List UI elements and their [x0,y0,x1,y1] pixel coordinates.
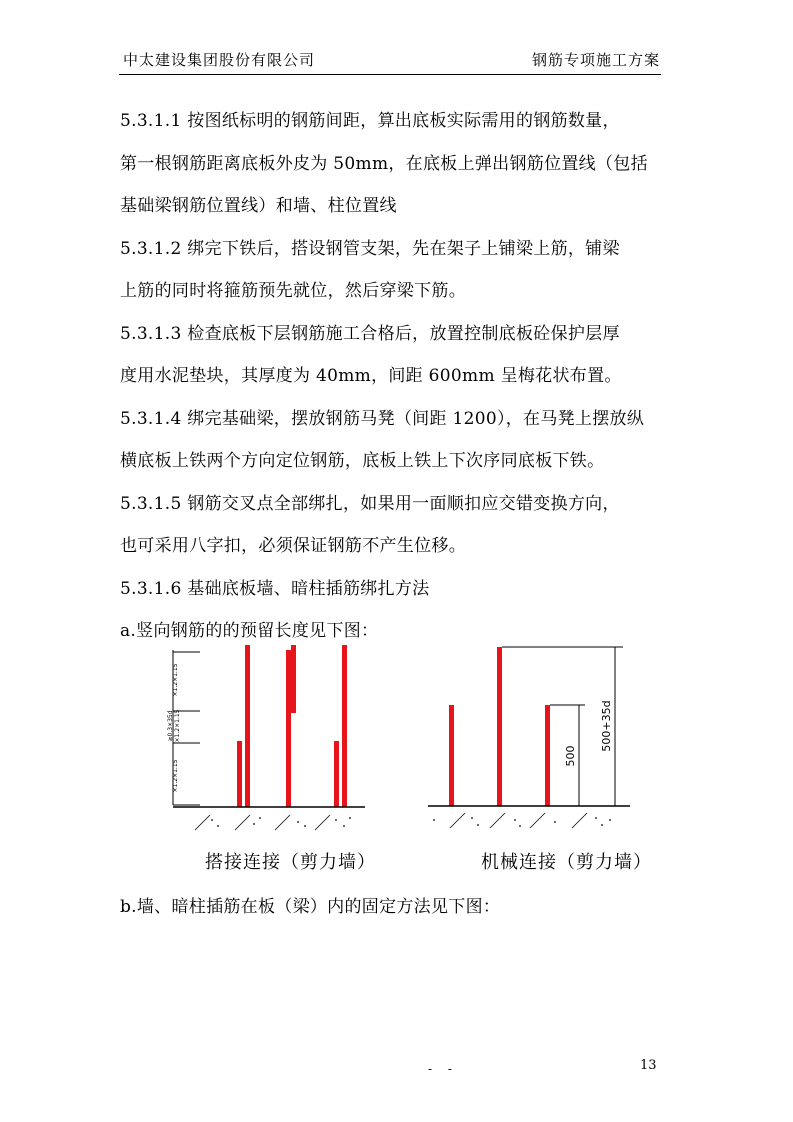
paragraph-line: 5.3.1.6 基础底板墙、暗柱插筋绑扎方法 [120,578,430,599]
soil-dots [211,817,351,827]
rebar-bar [545,705,550,806]
header-company: 中太建设集团股份有限公司 [123,51,316,69]
rebar-bar [342,645,347,807]
paragraph-line: 也可采用八字扣，必须保证钢筋不产生位移。 [120,536,466,556]
mechanical-connection-figure [428,647,630,828]
rebar-bar [286,650,291,807]
paragraph-line: 5.3.1.1 按图纸标明的钢筋间距，算出底板实际需用的钢筋数量， [120,111,620,131]
dim-label-bottom: ×1.2×1.15 [172,759,179,793]
paragraph-line: 5.3.1.2 绑完下铁后，搭设钢管支架，先在架子上铺梁上筋，铺梁 [120,238,620,259]
dim-label-top: ×1.2×1.15 [172,663,179,697]
body-text [120,100,680,653]
dim-label-500-35d: 500+35d [600,700,613,752]
caption-lap-splice: 搭接连接（剪力墙） [205,852,376,873]
rebar-figures [160,640,640,850]
footer-dots: - - [428,1062,458,1076]
caption-mechanical: 机械连接（剪力墙） [481,852,652,873]
paragraph-line: 度用水泥垫块，其厚度为 40mm，间距 600mm 呈梅花状布置。 [120,366,622,386]
paragraph-line: 上筋的同时将箍筋预先就位，然后穿梁下筋。 [120,281,466,301]
rebar-bar [497,647,502,806]
header-doc-title: 钢筋专项施工方案 [531,51,660,69]
paragraph-line: 5.3.1.5 钢筋交叉点全部绑扎，如果用一面顺扣应交错变换方向， [120,493,620,514]
dim-label-500: 500 [564,745,577,767]
paragraph-line: 基础梁钢筋位置线）和墙、柱位置线 [120,196,397,216]
rebar-bar [245,645,250,807]
page-number: 13 [640,1058,657,1073]
rebar-bar [334,741,339,807]
soil-hatching [195,815,330,830]
paragraph-line: 5.3.1.4 绑完基础梁，摆放钢筋马凳（间距 1200），在马凳上摆放纵 [120,408,645,429]
paragraph-b: b.墙、暗柱插筋在板（梁）内的固定方法见下图： [120,897,501,917]
lap-splice-figure [167,645,365,830]
paragraph-line: 横底板上铁两个方向定位钢筋，底板上铁上下次序同底板下铁。 [120,451,605,471]
dim-label-mid: ≥0.3×35d [167,710,174,742]
rebar-bar [291,645,296,713]
soil-hatching [450,813,587,828]
paragraph-line: 5.3.1.3 检查底板下层钢筋施工合格后，放置控制底板砼保护层厚 [120,323,620,344]
paragraph-line: a.竖向钢筋的的预留长度见下图： [120,621,379,641]
rebar-bar [237,741,242,807]
rebar-bar [449,705,454,806]
header-rule [119,74,661,75]
paragraph-line: 第一根钢筋距离底板外皮为 50mm，在底板上弹出钢筋位置线（包括 [120,153,648,174]
dim-label-mid-2: ×1.2×1.15 [174,709,181,743]
